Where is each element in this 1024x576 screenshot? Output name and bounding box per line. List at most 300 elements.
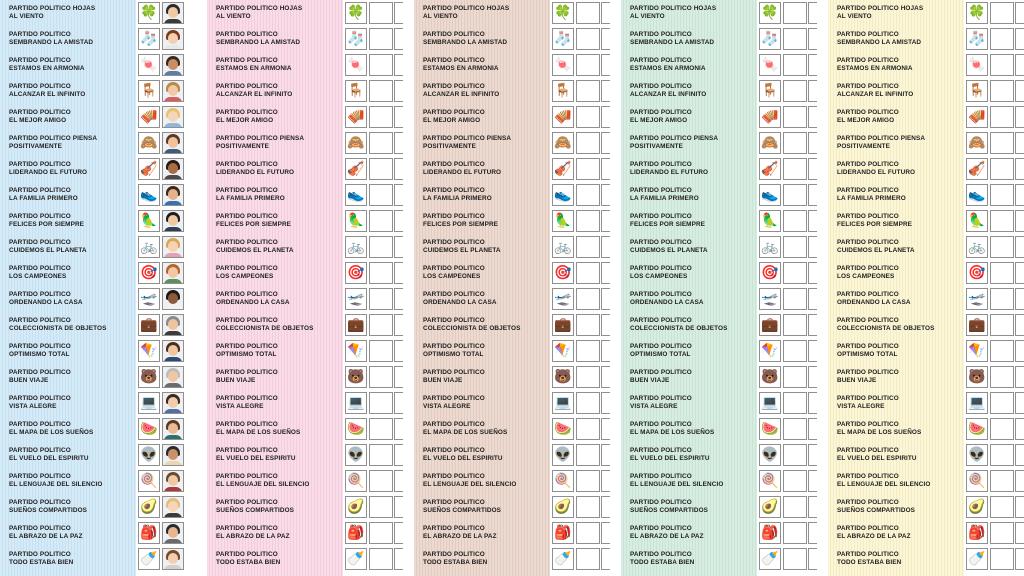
party-name-line2: LIDERANDO EL FUTURO xyxy=(630,169,709,176)
vote-box[interactable] xyxy=(783,392,807,414)
vote-box[interactable] xyxy=(394,366,403,388)
airplane-icon: 🛫 xyxy=(552,288,574,310)
accordion-icon: 🪗 xyxy=(759,106,781,128)
vote-box[interactable] xyxy=(808,158,817,180)
vote-box[interactable] xyxy=(576,80,600,102)
vote-box[interactable] xyxy=(576,496,600,518)
vote-box[interactable] xyxy=(783,288,807,310)
party-row xyxy=(621,131,817,157)
vote-box[interactable] xyxy=(783,470,807,492)
vote-box[interactable] xyxy=(394,418,403,440)
vote-box[interactable] xyxy=(601,158,610,180)
candidate-shirt xyxy=(164,19,182,24)
vote-box[interactable] xyxy=(783,80,807,102)
party-name-line2: POSITIVAMENTE xyxy=(630,143,684,150)
vote-box[interactable] xyxy=(783,366,807,388)
vote-box[interactable] xyxy=(576,236,600,258)
party-row xyxy=(207,287,403,313)
vote-box[interactable] xyxy=(1015,470,1024,492)
party-row xyxy=(621,53,817,79)
vote-box[interactable] xyxy=(576,54,600,76)
vote-box[interactable] xyxy=(1015,522,1024,544)
vote-box[interactable] xyxy=(369,522,393,544)
vote-box[interactable] xyxy=(783,262,807,284)
bear-icon: 🐻 xyxy=(552,366,574,388)
party-row xyxy=(414,261,610,287)
party-name-line1: PARTIDO POLITICO xyxy=(630,369,692,376)
vote-box[interactable] xyxy=(808,548,817,570)
candidate-photo xyxy=(162,470,184,492)
vote-box[interactable] xyxy=(1015,80,1024,102)
vote-box[interactable] xyxy=(394,444,403,466)
party-name-line2: OPTIMISMO TOTAL xyxy=(423,351,484,358)
vote-box[interactable] xyxy=(394,496,403,518)
vote-box[interactable] xyxy=(369,158,393,180)
watermelon-icon: 🍉 xyxy=(138,418,160,440)
vote-box[interactable] xyxy=(576,392,600,414)
vote-box[interactable] xyxy=(990,314,1014,336)
socks-icon: 🧦 xyxy=(759,28,781,50)
vote-box[interactable] xyxy=(808,314,817,336)
vote-box[interactable] xyxy=(576,262,600,284)
candidate-face xyxy=(168,189,178,200)
vote-box[interactable] xyxy=(1015,548,1024,570)
vote-box[interactable] xyxy=(808,340,817,362)
alien-icon: 👽 xyxy=(552,444,574,466)
vote-box[interactable] xyxy=(601,470,610,492)
vote-box[interactable] xyxy=(369,314,393,336)
vote-box[interactable] xyxy=(394,54,403,76)
party-name-line2: EL MAPA DE LOS SUEÑOS xyxy=(837,429,922,436)
party-name-line2: FELICES POR SIEMPRE xyxy=(9,221,85,228)
candidate-photo xyxy=(162,54,184,76)
vote-box[interactable] xyxy=(394,392,403,414)
party-name-line1: PARTIDO POLITICO xyxy=(630,83,692,90)
vote-box[interactable] xyxy=(576,470,600,492)
vote-box[interactable] xyxy=(394,262,403,284)
party-row xyxy=(621,443,817,469)
party-name-line2: EL ABRAZO DE LA PAZ xyxy=(9,533,83,540)
vote-box[interactable] xyxy=(394,210,403,232)
party-name xyxy=(0,183,136,208)
vote-box[interactable] xyxy=(576,28,600,50)
party-row xyxy=(207,53,403,79)
vote-box[interactable] xyxy=(808,496,817,518)
vote-box[interactable] xyxy=(1015,2,1024,24)
party-name-line1: PARTIDO POLITICO xyxy=(9,161,71,168)
vote-box[interactable] xyxy=(394,236,403,258)
party-row xyxy=(828,79,1024,105)
parrot-icon: 🦜 xyxy=(345,210,367,232)
vote-box[interactable] xyxy=(808,184,817,206)
party-name-line2: EL VUELO DEL ESPIRITU xyxy=(216,455,296,462)
vote-box[interactable] xyxy=(783,184,807,206)
vote-box[interactable] xyxy=(990,392,1014,414)
vote-box[interactable] xyxy=(1015,418,1024,440)
vote-box[interactable] xyxy=(1015,54,1024,76)
party-name-line1: PARTIDO POLITICO xyxy=(216,57,278,64)
candidate-face xyxy=(168,527,178,538)
violin-icon: 🎻 xyxy=(138,158,160,180)
candidate-photo xyxy=(162,444,184,466)
vote-box[interactable] xyxy=(1015,366,1024,388)
party-name-line1: PARTIDO POLITICO xyxy=(423,395,485,402)
party-name xyxy=(828,1,964,26)
vote-box[interactable] xyxy=(576,132,600,154)
party-name-line1: PARTIDO POLITICO HOJAS xyxy=(216,5,303,12)
vote-box[interactable] xyxy=(369,54,393,76)
vote-box[interactable] xyxy=(808,2,817,24)
party-row xyxy=(207,521,403,547)
vote-box[interactable] xyxy=(394,470,403,492)
vote-box[interactable] xyxy=(990,236,1014,258)
vote-box[interactable] xyxy=(369,184,393,206)
vote-box[interactable] xyxy=(601,444,610,466)
vote-box[interactable] xyxy=(783,496,807,518)
vote-box[interactable] xyxy=(394,184,403,206)
vote-box[interactable] xyxy=(394,132,403,154)
vote-box[interactable] xyxy=(601,288,610,310)
vote-box[interactable] xyxy=(783,106,807,128)
party-name-line1: PARTIDO POLITICO xyxy=(9,473,71,480)
vote-box[interactable] xyxy=(369,392,393,414)
party-name-line1: PARTIDO POLITICO xyxy=(837,499,899,506)
vote-box[interactable] xyxy=(1015,340,1024,362)
vote-box[interactable] xyxy=(576,106,600,128)
party-name xyxy=(207,105,343,130)
vote-box[interactable] xyxy=(783,340,807,362)
monkey-icon: 🙈 xyxy=(966,132,988,154)
vote-box[interactable] xyxy=(394,314,403,336)
vote-box[interactable] xyxy=(808,132,817,154)
vote-box[interactable] xyxy=(601,2,610,24)
vote-box[interactable] xyxy=(576,210,600,232)
vote-box[interactable] xyxy=(990,522,1014,544)
party-name xyxy=(621,547,757,572)
party-row xyxy=(828,339,1024,365)
vote-box[interactable] xyxy=(601,80,610,102)
vote-box[interactable] xyxy=(576,2,600,24)
party-name xyxy=(828,235,964,260)
vote-box[interactable] xyxy=(990,210,1014,232)
vote-box[interactable] xyxy=(601,132,610,154)
vote-box[interactable] xyxy=(369,470,393,492)
computer-icon: 💻 xyxy=(552,392,574,414)
vote-box[interactable] xyxy=(1015,236,1024,258)
vote-box[interactable] xyxy=(576,418,600,440)
party-name-line1: PARTIDO POLITICO xyxy=(216,343,278,350)
vote-box[interactable] xyxy=(990,54,1014,76)
party-row xyxy=(828,469,1024,495)
party-name-line1: PARTIDO POLITICO xyxy=(9,265,71,272)
vote-box[interactable] xyxy=(369,210,393,232)
vote-box[interactable] xyxy=(783,2,807,24)
vote-box[interactable] xyxy=(1015,392,1024,414)
party-name-line2: ORDENANDO LA CASA xyxy=(630,299,704,306)
vote-box[interactable] xyxy=(808,470,817,492)
vote-box[interactable] xyxy=(808,54,817,76)
vote-box[interactable] xyxy=(369,288,393,310)
party-name xyxy=(828,261,964,286)
chair-icon: 🪑 xyxy=(966,80,988,102)
vote-box[interactable] xyxy=(808,106,817,128)
vote-box[interactable] xyxy=(1015,132,1024,154)
party-name-line2: FELICES POR SIEMPRE xyxy=(216,221,292,228)
party-name-line1: PARTIDO POLITICO xyxy=(423,499,485,506)
vote-box[interactable] xyxy=(369,106,393,128)
party-name-line2: COLECCIONISTA DE OBJETOS xyxy=(630,325,728,332)
avocado-icon: 🥑 xyxy=(759,496,781,518)
party-name-line2: COLECCIONISTA DE OBJETOS xyxy=(423,325,521,332)
candidate-shirt xyxy=(164,45,182,50)
party-name-line1: PARTIDO POLITICO xyxy=(9,369,71,376)
vote-box[interactable] xyxy=(601,210,610,232)
vote-box[interactable] xyxy=(808,236,817,258)
vote-box[interactable] xyxy=(808,210,817,232)
vote-box[interactable] xyxy=(783,522,807,544)
accordion-icon: 🪗 xyxy=(345,106,367,128)
target-icon: 🎯 xyxy=(345,262,367,284)
party-row xyxy=(207,469,403,495)
party-name-line2: COLECCIONISTA DE OBJETOS xyxy=(216,325,314,332)
vote-box[interactable] xyxy=(576,522,600,544)
vote-box[interactable] xyxy=(990,340,1014,362)
party-row xyxy=(621,235,817,261)
vote-box[interactable] xyxy=(1015,314,1024,336)
vote-box[interactable] xyxy=(601,314,610,336)
party-name-line2: POSITIVAMENTE xyxy=(837,143,891,150)
vote-box[interactable] xyxy=(369,262,393,284)
vote-box[interactable] xyxy=(808,392,817,414)
vote-box[interactable] xyxy=(394,288,403,310)
candidate-shirt xyxy=(164,409,182,414)
party-name-line2: EL MAPA DE LOS SUEÑOS xyxy=(630,429,715,436)
party-name-line2: SUEÑOS COMPARTIDOS xyxy=(423,507,502,514)
vote-box[interactable] xyxy=(394,80,403,102)
four-leaf-clover-icon: 🍀 xyxy=(552,2,574,24)
vote-box[interactable] xyxy=(369,28,393,50)
vote-box[interactable] xyxy=(990,418,1014,440)
vote-box[interactable] xyxy=(394,106,403,128)
vote-box[interactable] xyxy=(783,210,807,232)
vote-box[interactable] xyxy=(783,444,807,466)
party-name xyxy=(621,443,757,468)
vote-box[interactable] xyxy=(601,236,610,258)
party-name-line1: PARTIDO POLITICO xyxy=(837,473,899,480)
vote-box[interactable] xyxy=(1015,496,1024,518)
vote-box[interactable] xyxy=(369,418,393,440)
vote-box[interactable] xyxy=(369,132,393,154)
vote-box[interactable] xyxy=(576,314,600,336)
vote-box[interactable] xyxy=(808,28,817,50)
accordion-icon: 🪗 xyxy=(552,106,574,128)
vote-box[interactable] xyxy=(990,444,1014,466)
vote-box[interactable] xyxy=(1015,288,1024,310)
vote-box[interactable] xyxy=(990,80,1014,102)
party-name-line2: LOS CAMPEONES xyxy=(9,273,67,280)
vote-box[interactable] xyxy=(394,522,403,544)
party-name xyxy=(828,521,964,546)
vote-box[interactable] xyxy=(576,184,600,206)
vote-box[interactable] xyxy=(394,158,403,180)
vote-box[interactable] xyxy=(601,522,610,544)
party-name xyxy=(0,1,136,26)
vote-box[interactable] xyxy=(369,444,393,466)
party-row xyxy=(207,313,403,339)
party-name xyxy=(414,1,550,26)
vote-box[interactable] xyxy=(808,444,817,466)
candidate-photo xyxy=(162,132,184,154)
vote-box[interactable] xyxy=(990,470,1014,492)
vote-box[interactable] xyxy=(394,28,403,50)
vote-box[interactable] xyxy=(990,132,1014,154)
party-row xyxy=(414,27,610,53)
vote-box[interactable] xyxy=(369,340,393,362)
party-row xyxy=(828,1,1024,27)
airplane-icon: 🛫 xyxy=(966,288,988,310)
party-row xyxy=(207,365,403,391)
vote-box[interactable] xyxy=(576,288,600,310)
vote-box[interactable] xyxy=(1015,210,1024,232)
vote-box[interactable] xyxy=(808,366,817,388)
vote-box[interactable] xyxy=(369,496,393,518)
vote-box[interactable] xyxy=(783,54,807,76)
vote-box[interactable] xyxy=(601,28,610,50)
vote-box[interactable] xyxy=(576,158,600,180)
vote-box[interactable] xyxy=(394,548,403,570)
vote-box[interactable] xyxy=(1015,106,1024,128)
party-name-line1: PARTIDO POLITICO xyxy=(630,551,692,558)
vote-box[interactable] xyxy=(369,548,393,570)
party-name-line1: PARTIDO POLITICO xyxy=(837,343,899,350)
vote-box[interactable] xyxy=(601,340,610,362)
party-name-line2: EL ABRAZO DE LA PAZ xyxy=(216,533,290,540)
party-row xyxy=(828,105,1024,131)
party-name-line2: LA FAMILIA PRIMERO xyxy=(837,195,906,202)
vote-box[interactable] xyxy=(783,132,807,154)
vote-box[interactable] xyxy=(601,184,610,206)
party-name xyxy=(0,547,136,572)
party-name xyxy=(828,547,964,572)
vote-box[interactable] xyxy=(369,2,393,24)
party-name-line1: PARTIDO POLITICO xyxy=(9,83,71,90)
violin-icon: 🎻 xyxy=(552,158,574,180)
party-name-line1: PARTIDO POLITICO xyxy=(630,213,692,220)
vote-box[interactable] xyxy=(990,28,1014,50)
party-name-line1: PARTIDO POLITICO xyxy=(837,187,899,194)
vote-box[interactable] xyxy=(394,2,403,24)
vote-box[interactable] xyxy=(783,158,807,180)
vote-box[interactable] xyxy=(576,548,600,570)
vote-box[interactable] xyxy=(576,366,600,388)
party-row xyxy=(0,521,196,547)
vote-box[interactable] xyxy=(369,80,393,102)
vote-box[interactable] xyxy=(1015,28,1024,50)
party-name-line2: OPTIMISMO TOTAL xyxy=(9,351,70,358)
computer-icon: 💻 xyxy=(345,392,367,414)
vote-box[interactable] xyxy=(369,236,393,258)
party-name xyxy=(207,131,343,156)
vote-box[interactable] xyxy=(601,262,610,284)
vote-box[interactable] xyxy=(576,340,600,362)
party-row xyxy=(414,287,610,313)
airplane-icon: 🛫 xyxy=(345,288,367,310)
vote-box[interactable] xyxy=(1015,158,1024,180)
party-name-line2: LOS CAMPEONES xyxy=(423,273,481,280)
party-row xyxy=(0,313,196,339)
vote-box[interactable] xyxy=(601,496,610,518)
party-name-line1: PARTIDO POLITICO xyxy=(423,31,485,38)
candidate-photo xyxy=(162,496,184,518)
party-name-line2: SEMBRANDO LA AMISTAD xyxy=(9,39,94,46)
vote-box[interactable] xyxy=(576,444,600,466)
vote-box[interactable] xyxy=(783,418,807,440)
vote-box[interactable] xyxy=(1015,262,1024,284)
party-name-line1: PARTIDO POLITICO xyxy=(216,109,278,116)
vote-box[interactable] xyxy=(601,392,610,414)
party-row xyxy=(207,27,403,53)
vote-box[interactable] xyxy=(990,262,1014,284)
vote-box[interactable] xyxy=(783,236,807,258)
vote-box[interactable] xyxy=(990,288,1014,310)
vote-box[interactable] xyxy=(990,2,1014,24)
party-name-line2: AL VIENTO xyxy=(9,13,44,20)
vote-box[interactable] xyxy=(990,184,1014,206)
party-name-line1: PARTIDO POLITICO xyxy=(216,317,278,324)
vote-box[interactable] xyxy=(1015,184,1024,206)
vote-box[interactable] xyxy=(394,340,403,362)
candidate-photo xyxy=(162,158,184,180)
vote-box[interactable] xyxy=(1015,444,1024,466)
party-name-line2: SEMBRANDO LA AMISTAD xyxy=(630,39,715,46)
vote-box[interactable] xyxy=(601,54,610,76)
party-name xyxy=(621,495,757,520)
party-name-line1: PARTIDO POLITICO xyxy=(837,421,899,428)
vote-box[interactable] xyxy=(783,548,807,570)
vote-box[interactable] xyxy=(808,418,817,440)
party-name-line2: EL LENGUAJE DEL SILENCIO xyxy=(9,481,103,488)
party-row xyxy=(621,417,817,443)
party-name-line1: PARTIDO POLITICO HOJAS xyxy=(837,5,924,12)
party-name xyxy=(0,53,136,78)
party-name xyxy=(414,261,550,286)
socks-icon: 🧦 xyxy=(138,28,160,50)
vote-box[interactable] xyxy=(783,28,807,50)
vote-box[interactable] xyxy=(601,418,610,440)
vote-box[interactable] xyxy=(990,496,1014,518)
vote-box[interactable] xyxy=(990,548,1014,570)
vote-box[interactable] xyxy=(601,106,610,128)
vote-box[interactable] xyxy=(990,158,1014,180)
vote-box[interactable] xyxy=(601,548,610,570)
vote-box[interactable] xyxy=(601,366,610,388)
vote-box[interactable] xyxy=(369,366,393,388)
party-name-line1: PARTIDO POLITICO xyxy=(423,187,485,194)
party-name-line2: LIDERANDO EL FUTURO xyxy=(837,169,916,176)
vote-box[interactable] xyxy=(990,106,1014,128)
socks-icon: 🧦 xyxy=(345,28,367,50)
backpack-icon: 🎒 xyxy=(345,522,367,544)
vote-box[interactable] xyxy=(808,522,817,544)
vote-box[interactable] xyxy=(808,288,817,310)
vote-box[interactable] xyxy=(808,80,817,102)
candy-icon: 🍬 xyxy=(138,54,160,76)
vote-box[interactable] xyxy=(990,366,1014,388)
party-row xyxy=(621,105,817,131)
vote-box[interactable] xyxy=(783,314,807,336)
party-name xyxy=(0,287,136,312)
vote-box[interactable] xyxy=(808,262,817,284)
